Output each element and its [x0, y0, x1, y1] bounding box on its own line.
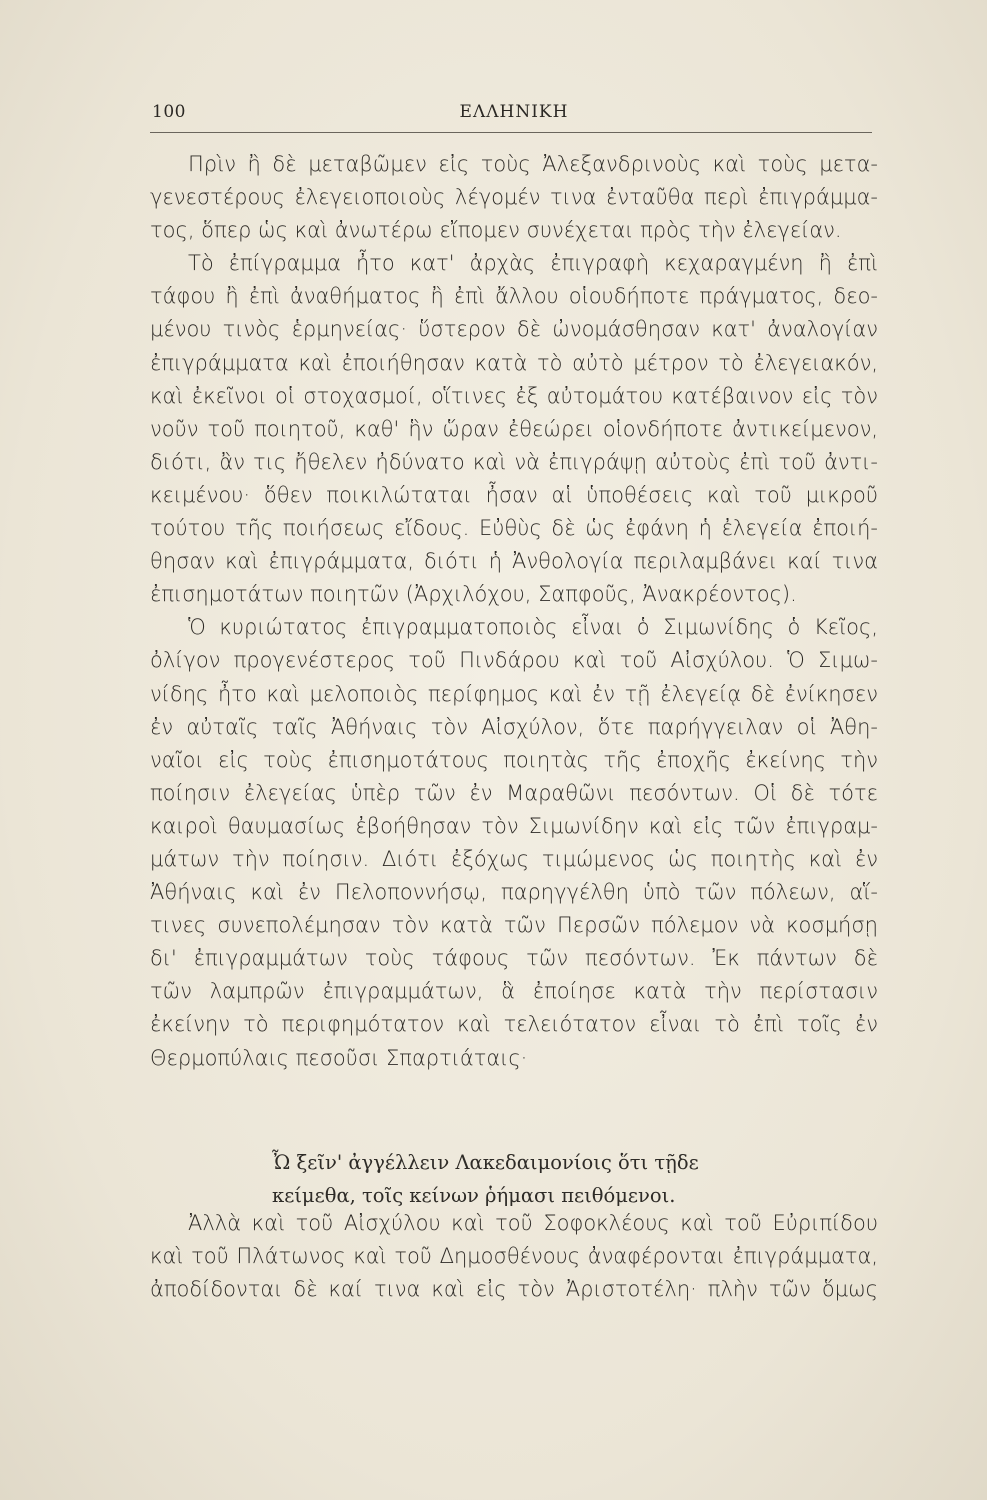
closing-paragraph	[150, 1207, 878, 1306]
text-line: τάφου ἢ ἐπὶ ἀναθήματος ἢ ἐπὶ ἄλλου οἱουδήποτε πράγματος, δεο-	[150, 284, 878, 309]
text-line: γενεστέρους ἐλεγειοποιοὺς λέγομέν τινα ἐνταῦθα περὶ ἐπιγράμμα-	[150, 185, 878, 210]
text-line: ἀποδίδονται δὲ καί τινα καὶ εἰς τὸν Ἀριστοτέλη· πλὴν τῶν ὅμως	[150, 1277, 878, 1302]
text-line: Ἀλλὰ καὶ τοῦ Αἰσχύλου καὶ τοῦ Σοφοκλέους καὶ τοῦ Εὐριπίδου	[188, 1211, 878, 1235]
text-line: ἐπισημοτάτων ποιητῶν (Ἀρχιλόχου, Σαπφοῦς, Ἀνακρέοντος).	[150, 582, 797, 607]
text-line: ὀλίγον προγενέστερος τοῦ Πινδάρου καὶ τοῦ Αἰσχύλου. Ὁ Σιμω-	[150, 648, 878, 673]
text-line: ναῖοι εἰς τοὺς ἐπισημοτάτους ποιητὰς τῆς ἐποχῆς ἐκείνης τὴν	[150, 747, 878, 772]
text-line: καιροὶ θαυμασίως ἐβοήθησαν τὸν Σιμωνίδην καὶ εἰς τῶν ἐπιγραμ-	[150, 813, 878, 838]
text-line: τῶν λαμπρῶν ἐπιγραμμάτων, ἃ ἐποίησε κατὰ τὴν περίστασιν	[150, 979, 878, 1004]
text-line: διότι, ἂν τις ἤθελεν ἠδύνατο καὶ νὰ ἐπιγράψῃ αὐτοὺς ἐπὶ τοῦ ἀντι-	[150, 449, 878, 474]
text-line: νοῦν τοῦ ποιητοῦ, καθ' ἣν ὥραν ἐθεώρει οἱονδήποτε ἀντικείμενον,	[150, 416, 878, 441]
text-line: τούτου τῆς ποιήσεως εἴδους. Εὐθὺς δὲ ὡς ἐφάνη ἡ ἐλεγεία ἐποιή-	[150, 516, 878, 541]
text-line: Τὸ ἐπίγραμμα ἦτο κατ' ἀρχὰς ἐπιγραφὴ κεχαραγμένη ἢ ἐπὶ	[188, 251, 878, 276]
page-header	[150, 102, 878, 130]
text-line: μάτων τὴν ποίησιν. Διότι ἐξόχως τιμώμενος ὡς ποιητὴς καὶ ἐν	[150, 846, 878, 871]
quote-line: Ὦ ξεῖν' ἀγγέλλειν Λακεδαιμονίοις ὅτι τῇδε	[272, 1151, 699, 1174]
body-text	[150, 148, 878, 1075]
epigram-quote	[272, 1146, 832, 1212]
text-line: ποίησιν ἐλεγείας ὑπὲρ τῶν ἐν Μαραθῶνι πεσόντων. Οἱ δὲ τότε	[150, 780, 878, 805]
text-line: Ὁ κυριώτατος ἐπιγραμματοποιὸς εἶναι ὁ Σιμωνίδης ὁ Κεῖος,	[188, 615, 878, 640]
running-head: ΕΛΛΗΝΙΚΗ	[459, 102, 569, 122]
text-line: τος, ὅπερ ὡς καὶ ἀνωτέρω εἴπομεν συνέχεται πρὸς τὴν ἐλεγείαν.	[150, 218, 842, 243]
text-line: μένου τινὸς ἑρμηνείας· ὕστερον δὲ ὠνομάσθησαν κατ' ἀναλογίαν	[150, 317, 878, 342]
header-rule	[150, 132, 872, 133]
text-line: καὶ ἐκεῖνοι οἱ στοχασμοί, οἵτινες ἐξ αὐτομάτου κατέβαινον εἰς τὸν	[150, 383, 878, 408]
text-line: ἐκείνην τὸ περιφημότατον καὶ τελειότατον εἶναι τὸ ἐπὶ τοῖς ἐν	[150, 1012, 878, 1037]
text-line: ἐπιγράμματα καὶ ἐποιήθησαν κατὰ τὸ αὐτὸ μέτρον τὸ ἐλεγειακόν,	[150, 350, 878, 375]
text-line: δι' ἐπιγραμμάτων τοὺς τάφους τῶν πεσόντων. Ἐκ πάντων δὲ	[150, 946, 878, 971]
text-line: ἐν αὐταῖς ταῖς Ἀθήναις τὸν Αἰσχύλον, ὅτε παρήγγειλαν οἱ Ἀθη-	[150, 714, 878, 739]
page-number: 100	[152, 102, 186, 122]
text-line: Πρὶν ἢ δὲ μεταβῶμεν εἰς τοὺς Ἀλεξανδρινοὺς καὶ τοὺς μετα-	[188, 152, 878, 176]
text-line: Ἀθήναις καὶ ἐν Πελοποννήσῳ, παρηγγέλθη ὑπὸ τῶν πόλεων, αἵ-	[150, 880, 878, 905]
text-line: νίδης ἦτο καὶ μελοποιὸς περίφημος καὶ ἐν τῇ ἐλεγείᾳ δὲ ἐνίκησεν	[150, 681, 878, 706]
quote-line: κείμεθα, τοῖς κείνων ῥήμασι πειθόμενοι.	[272, 1184, 676, 1207]
text-line: Θερμοπύλαις πεσοῦσι Σπαρτιάταις·	[150, 1045, 528, 1070]
text-line: τινες συνεπολέμησαν τὸν κατὰ τῶν Περσῶν πόλεμον νὰ κοσμήσῃ	[150, 913, 878, 938]
text-line: θησαν καὶ ἐπιγράμματα, διότι ἡ Ἀνθολογία περιλαμβάνει καί τινα	[150, 549, 878, 574]
text-line: κειμένου· ὅθεν ποικιλώταται ἦσαν αἱ ὑποθέσεις καὶ τοῦ μικροῦ	[150, 482, 878, 507]
text-line: καὶ τοῦ Πλάτωνος καὶ τοῦ Δημοσθένους ἀναφέρονται ἐπιγράμματα,	[150, 1244, 878, 1269]
